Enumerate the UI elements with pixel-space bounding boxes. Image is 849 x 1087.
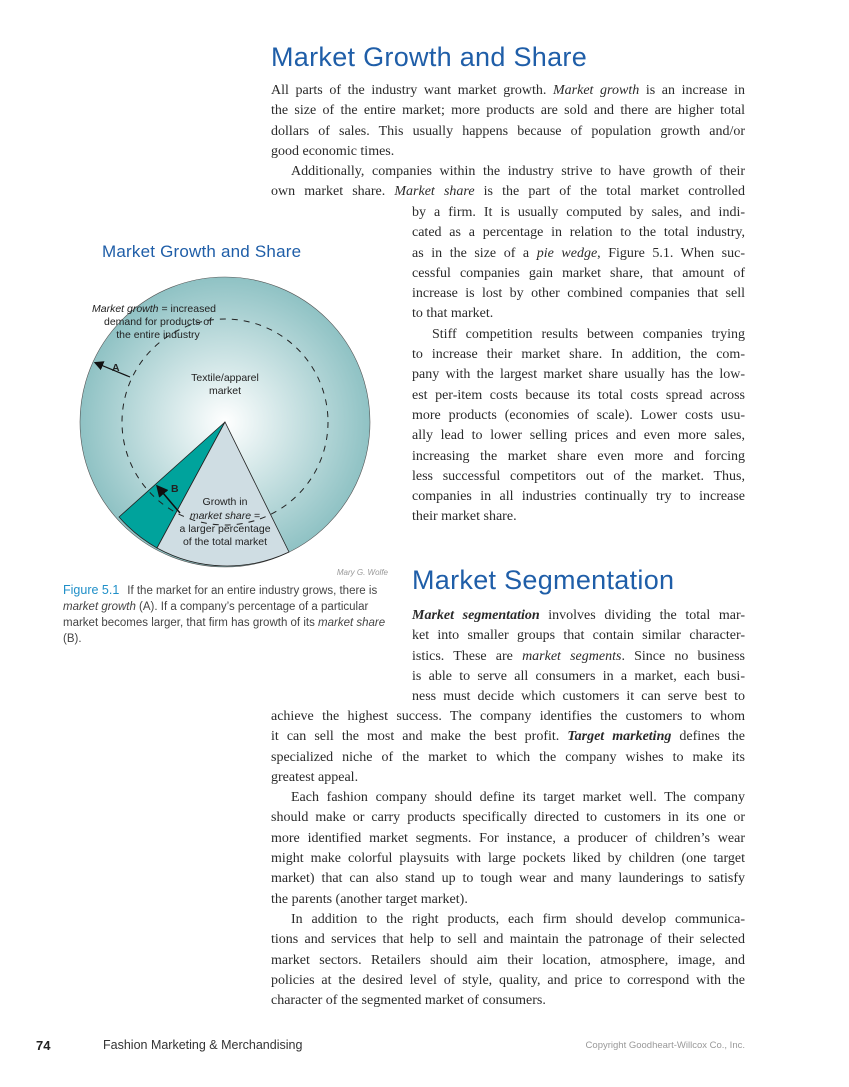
text-segment: own market share. xyxy=(271,184,395,200)
text-line xyxy=(412,507,745,527)
text-segment: might make colorful playsuits with large pockets liked by children (one target xyxy=(271,851,745,867)
text-segment: dollars of sales. This usually happens because of population growth and/or xyxy=(271,123,745,139)
copyright: Copyright Goodheart-Willcox Co., Inc. xyxy=(585,1040,745,1051)
text-line xyxy=(412,386,745,406)
emphasized-term: Market segmentation xyxy=(412,608,540,623)
body-text-wrap-column xyxy=(412,203,745,528)
text-line xyxy=(271,748,745,768)
text-segment: In addition to the right products, each firm should develop communica- xyxy=(291,911,745,927)
text-line xyxy=(271,971,745,991)
text-segment: All parts of the industry want market growth. xyxy=(271,83,553,98)
text-segment: the parents (another target market). xyxy=(271,891,468,907)
text-segment: market) that can also stand up to tough wear and many launderings to satisfy xyxy=(271,871,745,887)
text-segment: cated as a percentage in relation to the total industry, xyxy=(412,225,745,241)
text-line xyxy=(271,951,745,971)
text-line xyxy=(412,687,745,707)
emphasized-term: pie wedge xyxy=(536,245,598,261)
text-line xyxy=(271,101,745,121)
text-segment: greatest appeal. xyxy=(271,769,359,785)
emphasized-term: market segments xyxy=(522,648,622,664)
share-label-4: of the total market xyxy=(182,536,268,548)
text-segment: market sectors. Retailers should aim their location, atmosphere, image, and xyxy=(271,952,745,968)
text-segment: is an increase in xyxy=(639,83,746,98)
text-line xyxy=(412,264,745,284)
text-line xyxy=(412,426,745,446)
text-line xyxy=(271,162,745,182)
text-segment: should make or carry products specifically directed to customers in its one or xyxy=(271,810,745,826)
text-segment: specialized niche of the market to which the company wishes to make its xyxy=(271,749,745,765)
text-line xyxy=(412,606,745,626)
text-line xyxy=(271,991,745,1011)
text-segment: increasing the market share even more and forcing xyxy=(412,448,745,464)
text-segment: Additionally, companies within the industry strive to have growth of their xyxy=(291,164,745,180)
text-segment: increase is lost by other combined companies that sell xyxy=(412,286,745,302)
text-line xyxy=(271,182,745,202)
text-segment: is able to serve all consumers in a market, each busi- xyxy=(412,668,745,684)
text-segment: est per-item costs because its total costs spread across xyxy=(412,387,745,403)
caption-text: (B). xyxy=(63,633,82,645)
text-segment: by a firm. It is usually computed by sales, and indi- xyxy=(412,205,745,220)
text-segment: ally lead to lower selling prices and even more sales, xyxy=(412,428,745,444)
text-line xyxy=(271,142,745,162)
text-line xyxy=(271,727,745,747)
caption-italic: market growth xyxy=(63,601,136,613)
text-segment: it can sell the most and make the best profit. xyxy=(271,729,568,745)
body-text-segmentation xyxy=(271,707,745,1011)
text-line xyxy=(412,244,745,264)
text-line xyxy=(412,406,745,426)
text-segment: . Since no business xyxy=(621,648,745,664)
text-segment: companies in all industries continually try to increase xyxy=(412,489,745,505)
text-line xyxy=(271,869,745,889)
caption-text: If the market for an entire industry grows, there is xyxy=(127,585,378,597)
text-segment: their market share. xyxy=(412,509,517,525)
text-line xyxy=(412,284,745,304)
market-pie-diagram xyxy=(60,235,400,575)
text-segment: more products (economies of scale). Lower costs usu- xyxy=(412,407,745,423)
caption-text: (A). If a company’s percentage of a particular market becomes larger, that firm has growth of its xyxy=(63,601,369,629)
text-line xyxy=(271,829,745,849)
text-line xyxy=(271,930,745,950)
text-line xyxy=(412,223,745,243)
svg-text:market share = xyxy=(190,510,260,522)
text-line xyxy=(271,808,745,828)
text-segment: less successful competitors out of the market. Thus, xyxy=(412,468,745,484)
book-title: Fashion Marketing & Merchandising xyxy=(103,1038,303,1052)
text-segment: tions and services that help to sell and maintain the patronage of their selected xyxy=(271,932,745,948)
text-line xyxy=(412,345,745,365)
text-segment: defines the xyxy=(671,729,746,745)
text-segment: character of the segmented market of consumers. xyxy=(271,993,546,1009)
page-number: 74 xyxy=(36,1038,51,1053)
text-line xyxy=(271,122,745,142)
text-line xyxy=(271,788,745,808)
share-label-3: a larger percentage xyxy=(179,523,271,535)
growth-label-italic: Market growth xyxy=(92,303,159,315)
text-line xyxy=(412,203,745,223)
section-heading-market-growth: Market Growth and Share xyxy=(271,42,588,72)
svg-text:Market growth = increased xyxy=(92,303,216,315)
caption-italic: market share xyxy=(318,617,386,629)
figure-number: Figure 5.1 xyxy=(63,583,120,597)
text-line xyxy=(412,487,745,507)
text-line xyxy=(271,81,745,101)
text-line xyxy=(412,304,745,324)
text-line xyxy=(271,849,745,869)
growth-label-2: demand for products of xyxy=(104,316,212,328)
share-label-2-italic: market share xyxy=(189,510,252,522)
text-segment: achieve the highest success. The company identifies the customers to whom xyxy=(271,709,745,724)
text-segment: the size of the entire market; more products are sold and there are higher total xyxy=(271,103,745,119)
text-segment: to increase their market share. In addition, the com- xyxy=(412,347,745,363)
emphasized-term: Market share xyxy=(394,184,475,200)
text-segment: policies at the desired level of style, quality, and price to correspond with the xyxy=(271,972,745,988)
body-text-segmentation-column xyxy=(412,606,745,707)
marker-a: A xyxy=(112,362,120,374)
text-segment: more identified market segments. For instance, a producer of children’s wear xyxy=(271,830,745,846)
text-line xyxy=(271,768,745,788)
emphasized-term: Market growth xyxy=(553,83,640,98)
marker-b: B xyxy=(171,483,179,495)
text-line xyxy=(271,910,745,930)
growth-label-3: the entire industry xyxy=(116,329,200,341)
share-label-1: Growth in xyxy=(202,496,248,508)
figure-caption xyxy=(63,582,393,647)
text-segment: involves dividing the total mar- xyxy=(539,608,745,623)
text-line xyxy=(412,365,745,385)
text-line xyxy=(271,707,745,727)
market-label-2: market xyxy=(208,385,242,397)
text-segment: to that market. xyxy=(412,306,494,322)
body-text-intro xyxy=(271,81,745,203)
text-segment: Each fashion company should define its target market well. The company xyxy=(291,790,745,806)
text-segment: as in the size of a xyxy=(412,245,537,261)
text-segment: Stiff competition results between companies trying xyxy=(432,326,745,342)
figure-title: Market Growth and Share xyxy=(102,242,302,261)
emphasized-term: Target marketing xyxy=(567,729,672,745)
text-segment: istics. These are xyxy=(412,648,523,664)
figure-5-1 xyxy=(60,235,400,655)
text-line xyxy=(412,626,745,646)
text-segment: ness must decide which customers it can serve best to xyxy=(412,689,745,705)
text-line xyxy=(412,647,745,667)
photo-credit: Mary G. Wolfe xyxy=(336,568,388,577)
text-line xyxy=(412,667,745,687)
text-line xyxy=(271,890,745,910)
text-segment: cessful companies gain market share, that amount of xyxy=(412,265,745,281)
market-label-1: Textile/apparel xyxy=(191,372,259,384)
text-segment: good economic times. xyxy=(271,143,395,159)
text-segment: ket into smaller groups that contain similar character- xyxy=(412,628,745,644)
growth-label-rest: = increased xyxy=(158,303,217,315)
text-line xyxy=(412,447,745,467)
text-line xyxy=(412,325,745,345)
share-label-2-rest: = xyxy=(251,510,261,522)
text-line xyxy=(412,467,745,487)
section-heading-market-segmentation: Market Segmentation xyxy=(412,565,675,595)
text-segment: pany with the largest market share usually has the low- xyxy=(412,367,745,383)
text-segment: , Figure 5.1. When suc- xyxy=(597,245,746,261)
text-segment: is the part of the total market controlled xyxy=(474,184,745,200)
